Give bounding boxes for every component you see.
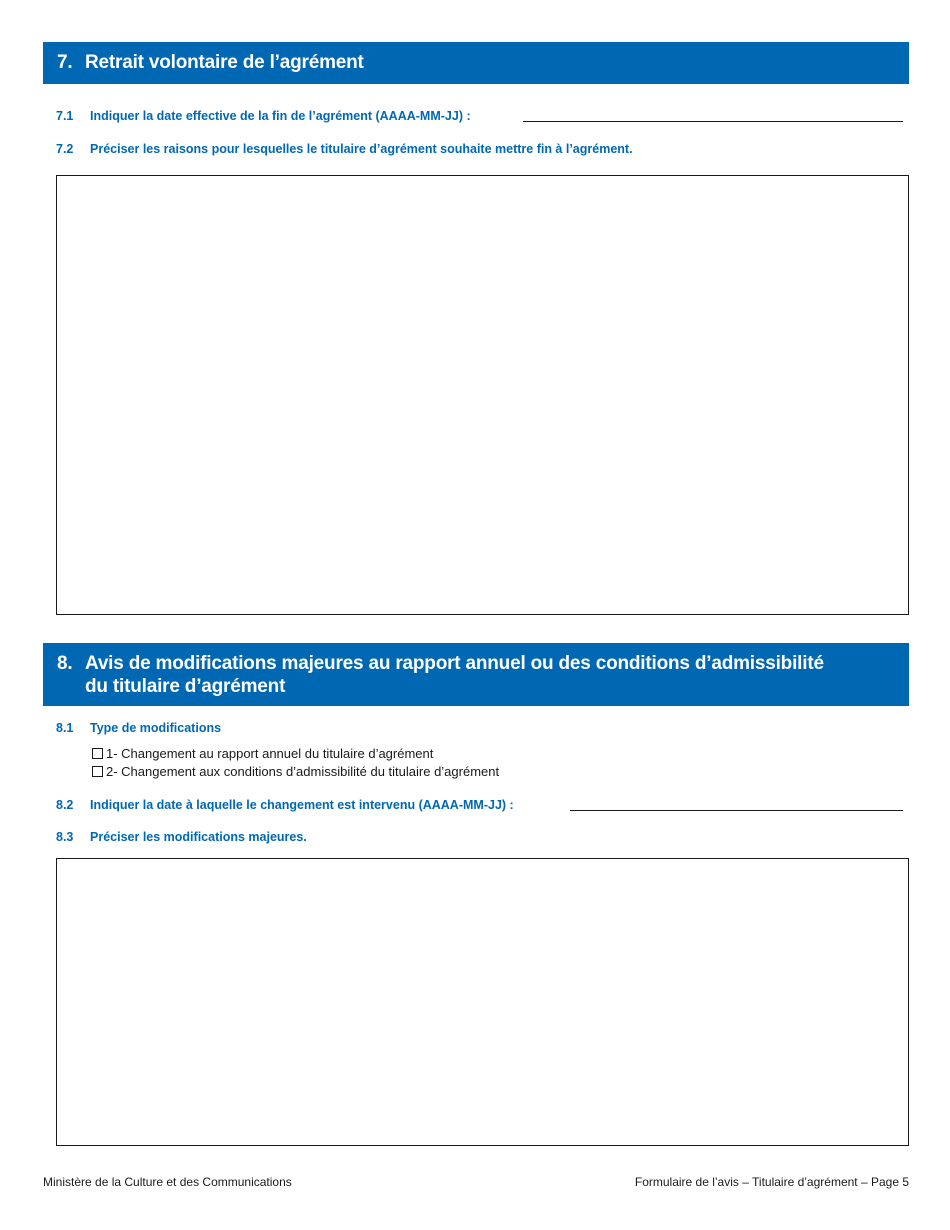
option-eligibility-label: 2- Changement aux conditions d’admissibilité du titulaire d’agrément xyxy=(106,764,500,779)
section-8-title-line1: Avis de modifications majeures au rapport annuel ou des conditions d’admissibilité xyxy=(85,653,824,674)
section-7-number: 7. xyxy=(57,52,73,73)
section-8-header xyxy=(43,643,909,706)
question-8-3 xyxy=(56,830,307,844)
checkbox-eligibility[interactable] xyxy=(92,766,103,777)
section-8-title-line2: du titulaire d’agrément xyxy=(85,676,286,697)
question-8-1 xyxy=(56,721,221,735)
question-8-3-label: Préciser les modifications majeures. xyxy=(90,830,307,844)
footer-page-info: Formulaire de l’avis – Titulaire d’agrément – Page 5 xyxy=(634,1175,909,1189)
question-7-2-number: 7.2 xyxy=(56,142,74,156)
option-eligibility[interactable] xyxy=(92,764,499,779)
option-annual-report-label: 1- Changement au rapport annuel du titulaire d’agrément xyxy=(106,746,434,761)
checkbox-annual-report[interactable] xyxy=(92,748,103,759)
question-8-2 xyxy=(56,798,514,812)
section-8-number: 8. xyxy=(57,653,73,674)
modifications-textarea[interactable] xyxy=(56,858,909,1146)
question-8-2-label: Indiquer la date à laquelle le changement est intervenu (AAAA-MM-JJ) : xyxy=(90,798,514,812)
question-7-2-label: Préciser les raisons pour lesquelles le titulaire d’agrément souhaite mettre fin à l’agrément. xyxy=(90,142,633,156)
reasons-textarea[interactable] xyxy=(56,175,909,615)
question-7-2 xyxy=(56,142,633,156)
section-7-title: Retrait volontaire de l’agrément xyxy=(85,52,364,73)
option-annual-report[interactable] xyxy=(92,746,433,761)
question-8-2-number: 8.2 xyxy=(56,798,74,812)
question-8-1-label: Type de modifications xyxy=(90,721,222,735)
question-7-1-label: Indiquer la date effective de la fin de l’agrément (AAAA-MM-JJ) : xyxy=(90,109,471,123)
question-7-1-number: 7.1 xyxy=(56,109,74,123)
question-8-3-number: 8.3 xyxy=(56,830,74,844)
footer-ministry: Ministère de la Culture et des Communications xyxy=(43,1175,292,1189)
section-7-header xyxy=(43,42,909,84)
question-7-1 xyxy=(56,109,471,123)
change-date-field[interactable] xyxy=(570,810,903,811)
question-8-1-number: 8.1 xyxy=(56,721,74,735)
end-date-field[interactable] xyxy=(523,121,903,122)
